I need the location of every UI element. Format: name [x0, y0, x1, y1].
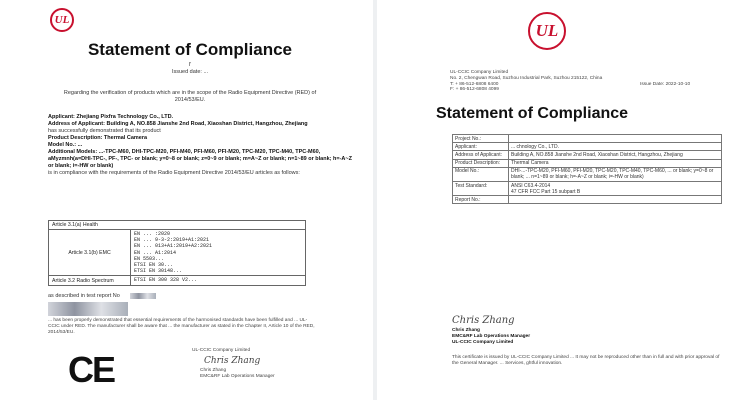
right-document-title: Statement of Compliance — [436, 105, 629, 122]
table-label: Report No.: — [453, 196, 509, 204]
page-divider — [373, 0, 377, 400]
left-product-description: Product Description: Thermal Camera — [48, 135, 148, 142]
emc-standard-item: EN ... A1:2014 — [134, 249, 177, 256]
left-demonstrated: has successfully demonstrated that its product — [48, 128, 161, 135]
table-cell-emc-label: Article 3.1(b) EMC — [49, 230, 131, 276]
redaction-mark — [130, 293, 156, 299]
table-row — [49, 221, 306, 230]
table-cell-emc-standards — [131, 230, 306, 276]
right-issue-date: Issue Date: 2022-10-10 — [640, 82, 691, 87]
table-value: Thermal Camera — [509, 159, 722, 167]
table-label: Address of Applicant: — [453, 151, 509, 159]
emc-standard-item: EN ... 9-3-2:2019+A1:2021 — [134, 237, 210, 244]
emc-standard-item: EN 5503... — [134, 255, 165, 262]
left-document-title: Statement of Compliance — [87, 40, 293, 59]
left-described-text: as described in test report No — [48, 293, 120, 299]
right-signature: Chris Zhang — [452, 315, 515, 326]
right-footer-note: This certificate is issued by UL-CCIC Company Limited ... It may not be reproduced other than in full and with prior approval of the General Manager. ... Services, ghtful innovation. — [452, 355, 720, 366]
left-signature: Chris Zhang — [204, 355, 261, 366]
right-signer-role: EMC&RF Lab Operations Manager — [452, 333, 531, 339]
table-row — [453, 151, 722, 159]
table-label: Applicant: — [453, 143, 509, 151]
table-value: DHI-...-TPC-M20, PFI-M60, PFI-M20, TPC-M20, TPC-M40, TPC-M60, ... or blank; y=0~8 or blank; ... n=1~89 or blank; h=-A~Z or blank; i=-HW or blank) — [509, 167, 722, 181]
table-row — [453, 159, 722, 167]
redaction-mark — [48, 302, 128, 316]
table-value — [509, 196, 722, 204]
left-additional-models: Additional Models: ...-TPC-M60, DHI-TPC-M20, PFI-M40, PFI-M60, PFI-M20, TPC-M20, TPC-M40, TPC-M60, aMyzmnh(a=DHI-TPC-, PF-, TPC- or blank; y=0~8 or blank; z=0~9 or blank; m=A~Z or blank; n=1~89 or blank; h=-A~Z or blank; i=-HW or blank) — [48, 149, 352, 169]
right-signer-name: Chris Zhang — [452, 328, 480, 333]
table-label: Test Standard: — [453, 181, 509, 195]
left-applicant: Applicant: Zhejiang Pixfra Technology Co., LTD. — [48, 114, 174, 120]
left-signature-block — [192, 348, 312, 379]
table-row — [49, 276, 306, 285]
table-value: ANSI C63.4-2014 47 CFR FCC Part 15 subpart B — [509, 181, 722, 195]
right-company: UL-CCIC Company Limited — [452, 339, 514, 345]
left-signer-name: Chris Zhang — [200, 367, 227, 373]
table-row — [453, 181, 722, 195]
table-row — [49, 230, 306, 276]
left-model-no: Model No.: ... — [48, 142, 83, 149]
left-compliance-text: is in compliance with the requirements of the Radio Equipment Directive 2014/53/EU articles as follows: — [48, 169, 300, 176]
table-value: ... chnology Co., LTD. — [509, 143, 722, 151]
table-label: Project No.: — [453, 135, 509, 143]
left-certificate-page — [0, 0, 372, 400]
table-label: Model No.: — [453, 167, 509, 181]
ul-logo-icon: UL — [528, 12, 566, 50]
table-row — [453, 135, 722, 143]
left-header-mark: I' — [188, 62, 192, 68]
left-signer-role: EMC&RF Lab Operations Manager — [200, 373, 275, 379]
table-row — [453, 196, 722, 204]
right-signature-block — [452, 314, 612, 345]
ce-mark-icon: CE — [68, 349, 115, 390]
ul-logo-icon: UL — [50, 8, 74, 32]
emc-standard-item: EN ... 013+A1:2019+A2:2021 — [134, 243, 213, 250]
right-company-block: UL-CCIC Company Limited No. 2, Chengwan Road, Suzhou Industrial Park, Suzhou 215122, China T: + 86-512-6808 6400 F: + 86-512-6808 4099 — [450, 70, 603, 93]
emc-standard-item: ETSI EN 30148... — [134, 268, 183, 275]
left-header-date: Issued date: ... — [171, 68, 209, 75]
emc-standard-item: EN ... :2020 — [134, 231, 171, 237]
left-intro-text: Regarding the verification of products which are in the scope of the Radio Equipment Directive (RED) of 2014/53/EU. — [63, 90, 317, 103]
left-header-note — [60, 62, 320, 75]
table-cell-health: Article 3.1(a) Health — [49, 221, 306, 230]
right-certificate-page — [378, 0, 750, 400]
table-value — [509, 135, 722, 143]
table-cell-spectrum-standard: ETSI EN 300 328 V2... — [131, 276, 306, 285]
left-standards-table — [48, 220, 306, 286]
emc-standard-item: ETSI EN 30... — [134, 262, 174, 269]
left-fields — [48, 114, 358, 177]
left-company: UL-CCIC Company Limited — [192, 348, 251, 353]
table-label: Product Description: — [453, 159, 509, 167]
table-cell-spectrum-label: Article 3.2 Radio Spectrum — [49, 276, 131, 285]
right-certificate-table — [452, 134, 722, 204]
table-value: Building A, NO.858 Jianshe 2nd Road, Xiaoshan District, Hangzhou, Zhejiang — [509, 151, 722, 159]
left-footer-text: ... has been properly demonstrated that essential requirements of the harmonised standards have been fulfilled and ... UL-CCIC under RED. The manufacturer shall be aware that ... the manufacturer as stated in the Chapter II, Article 10 of the RED, 2014/53/EU. — [48, 318, 315, 335]
left-address: Address of Applicant: Building A, NO.858 Jianshe 2nd Road, Xiaoshan District, Hangzhou, Zhejiang — [48, 121, 308, 128]
table-row — [453, 167, 722, 181]
table-row — [453, 143, 722, 151]
